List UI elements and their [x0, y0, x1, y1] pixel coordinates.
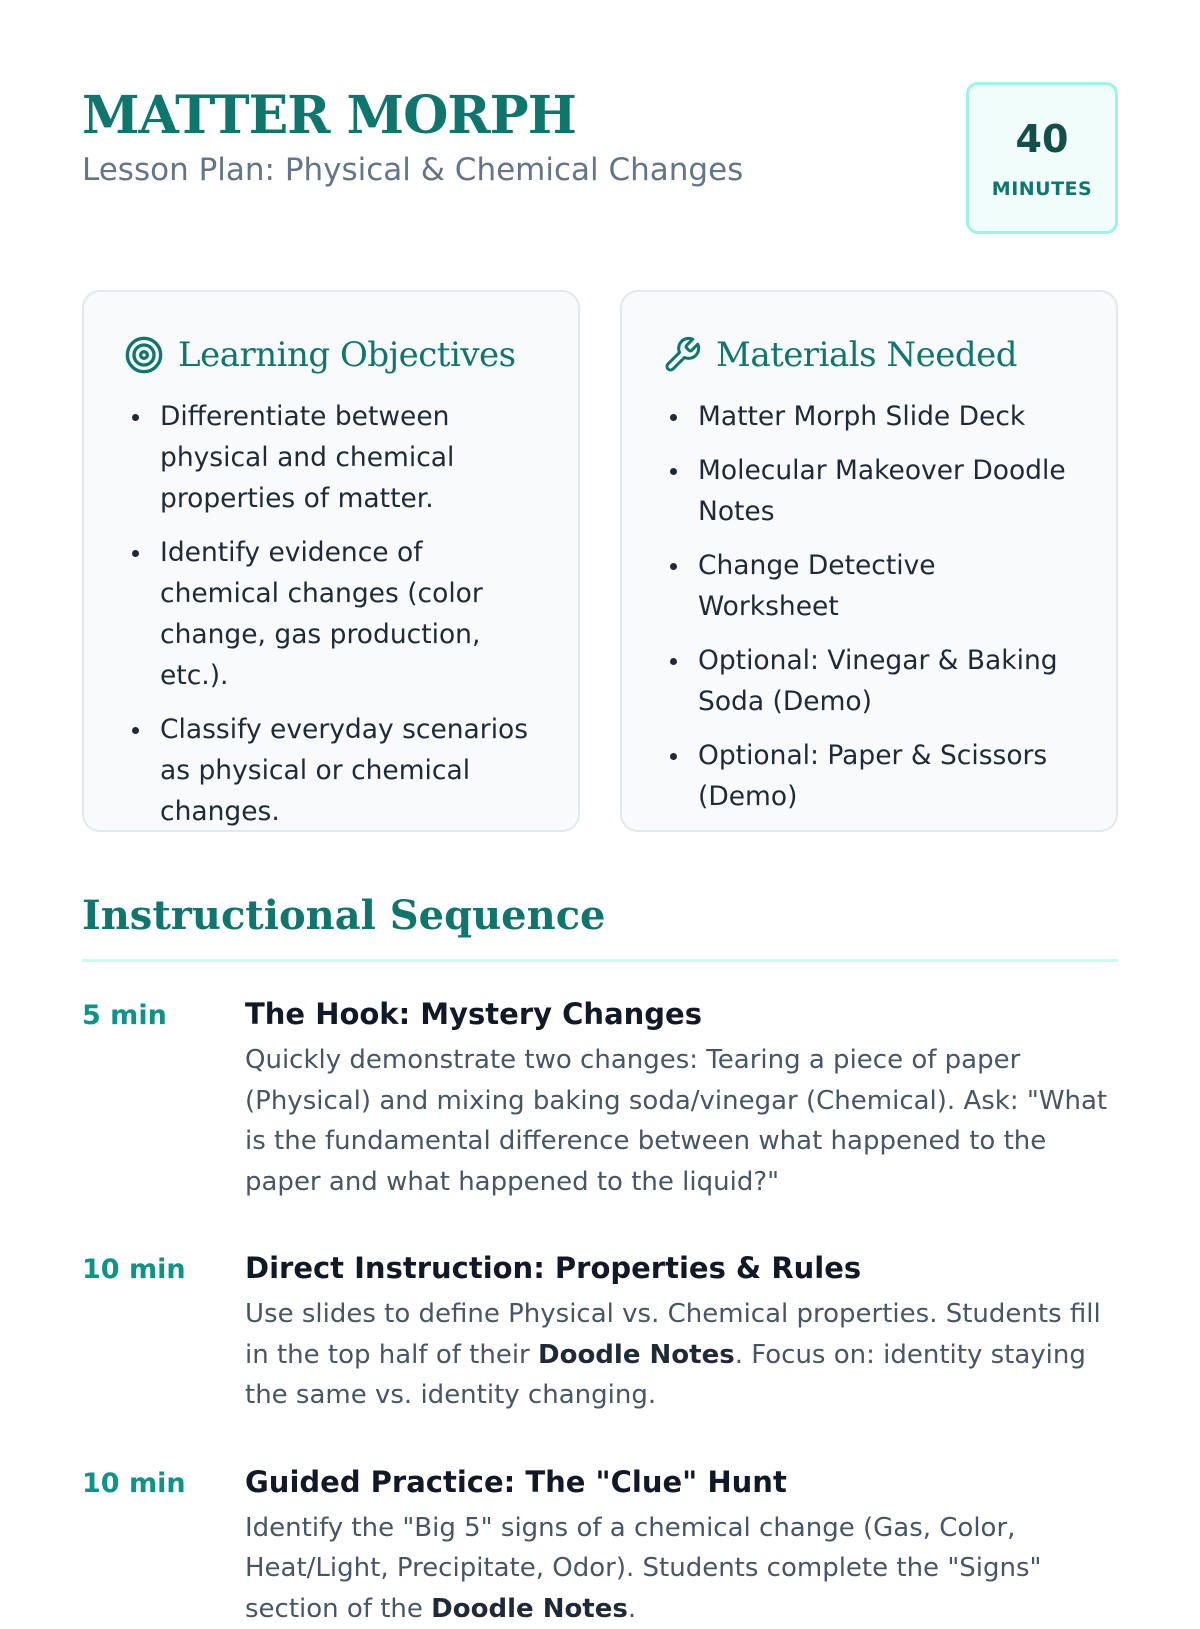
wrench-icon — [662, 335, 702, 375]
duration-badge — [966, 82, 1118, 234]
sequence-steps — [82, 992, 1118, 1629]
sequence-step — [82, 1460, 1118, 1629]
section-title: Instructional Sequence — [82, 892, 1118, 962]
step-body — [245, 1460, 1118, 1629]
step-time: 10 min — [82, 1246, 245, 1416]
step-desc-text: . — [628, 1594, 636, 1624]
material-item: Optional: Paper & Scissors (Demo) — [662, 735, 1078, 817]
step-title: Guided Practice: The "Clue" Hunt — [245, 1460, 1118, 1504]
step-description — [245, 1294, 1118, 1416]
objectives-header — [124, 332, 540, 378]
materials-header — [662, 332, 1078, 378]
objectives-title: Learning Objectives — [178, 335, 516, 375]
step-desc-text: . Focus on: identity staying the same vs. identity changing. — [245, 1340, 1086, 1411]
objective-item: Differentiate between physical and chemical properties of matter. — [124, 396, 540, 519]
materials-list — [662, 396, 1078, 817]
step-body — [245, 1246, 1118, 1416]
step-time: 5 min — [82, 992, 245, 1202]
material-item: Matter Morph Slide Deck — [662, 396, 1078, 437]
objective-item: Classify everyday scenarios as physical or chemical changes. — [124, 709, 540, 832]
material-item: Molecular Makeover Doodle Notes — [662, 450, 1078, 532]
material-item: Optional: Vinegar & Baking Soda (Demo) — [662, 640, 1078, 722]
header — [82, 80, 1118, 236]
material-item: Change Detective Worksheet — [662, 545, 1078, 627]
sequence-step — [82, 1246, 1118, 1416]
step-desc-text: Quickly demonstrate two changes: Tearing a piece of paper (Physical) and mixing baking soda/vinegar (Chemical). Ask: "What is the fundamental difference between what happened to the paper and what happened to the liquid?" — [245, 1045, 1107, 1197]
step-description — [245, 1508, 1118, 1629]
step-desc-text: Use slides to define Physical vs. Chemical properties. Students fill in the top half of their — [245, 1299, 1101, 1370]
step-desc-emphasis: Doodle Notes — [431, 1594, 628, 1624]
step-description — [245, 1040, 1118, 1202]
target-icon — [124, 335, 164, 375]
duration-value: 40 — [1016, 120, 1069, 158]
page-subtitle: Lesson Plan: Physical & Chemical Changes — [82, 152, 743, 188]
step-body — [245, 992, 1118, 1202]
materials-card — [620, 290, 1118, 832]
objectives-card — [82, 290, 580, 832]
step-title: The Hook: Mystery Changes — [245, 992, 1118, 1036]
step-time: 10 min — [82, 1460, 245, 1629]
step-desc-emphasis: Doodle Notes — [538, 1340, 735, 1370]
objective-item: Identify evidence of chemical changes (color change, gas production, etc.). — [124, 532, 540, 696]
page-title: MATTER MORPH — [82, 90, 576, 142]
sequence-step — [82, 992, 1118, 1202]
duration-unit: MINUTES — [992, 178, 1092, 200]
materials-title: Materials Needed — [716, 335, 1017, 375]
step-desc-text: Identify the "Big 5" signs of a chemical change (Gas, Color, Heat/Light, Precipitate, Odor). Students complete the "Signs" section of the — [245, 1513, 1042, 1624]
info-cards — [82, 290, 1118, 832]
objectives-list — [124, 396, 540, 832]
step-title: Direct Instruction: Properties & Rules — [245, 1246, 1118, 1290]
